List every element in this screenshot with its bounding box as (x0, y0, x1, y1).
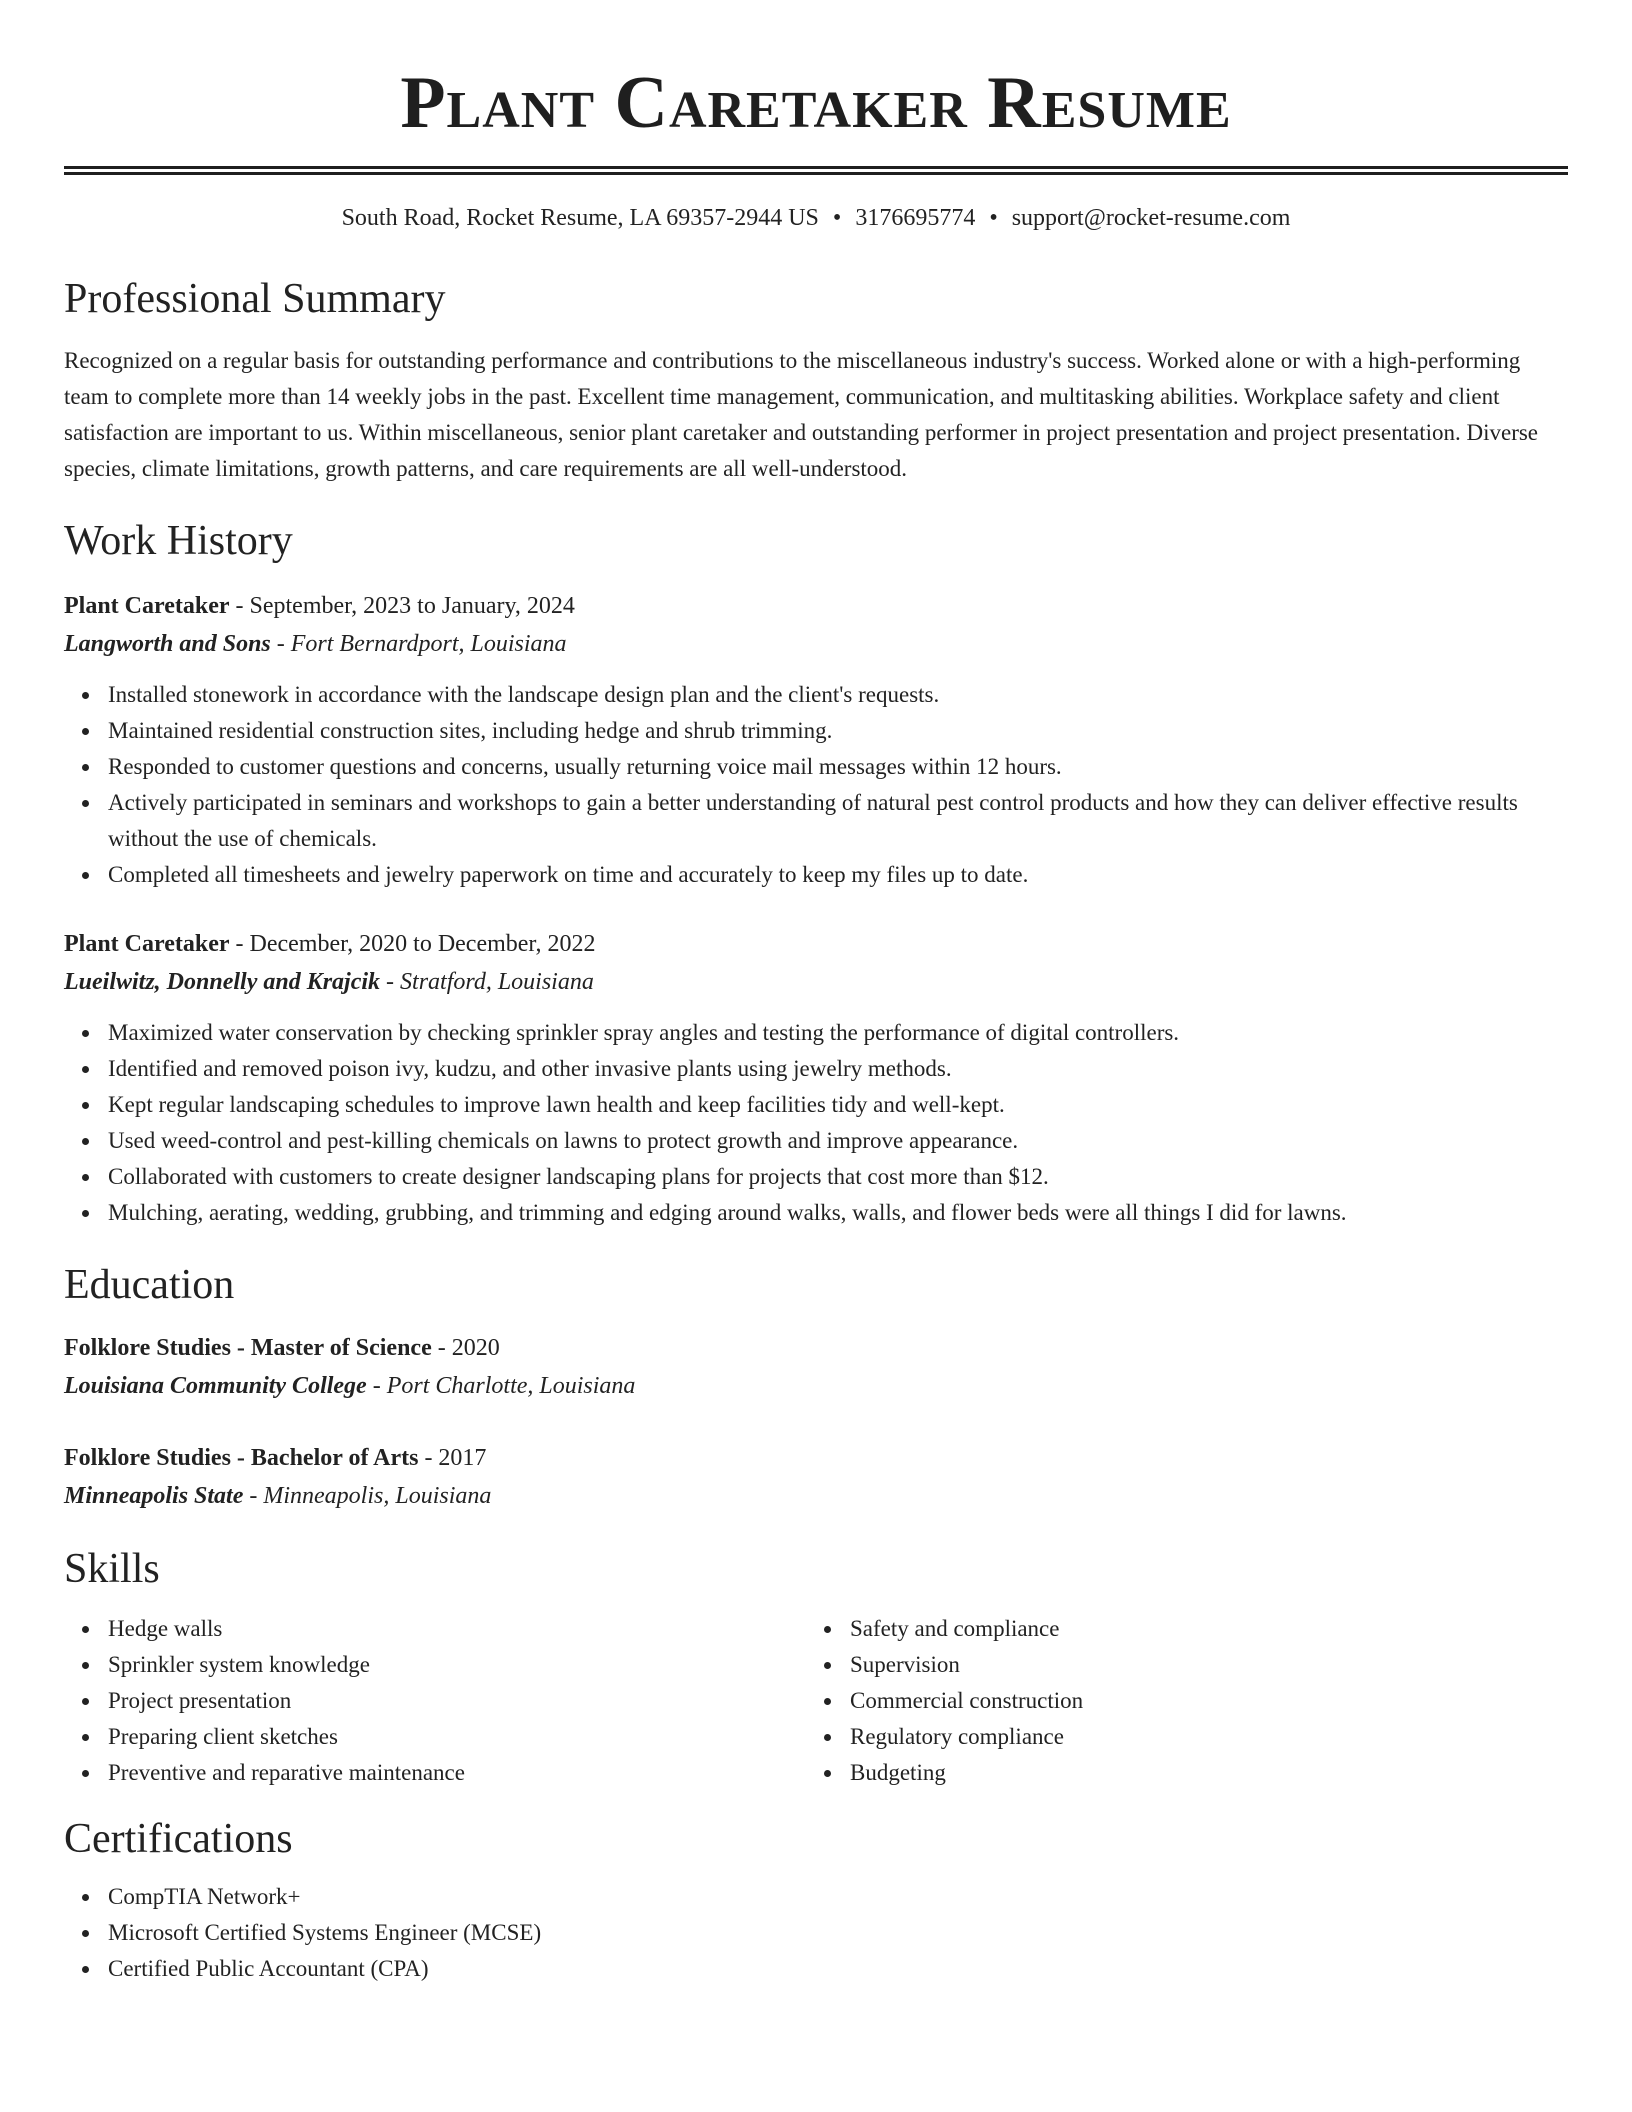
skill-item (850, 1611, 1548, 1647)
degree: Folklore Studies - Bachelor of Arts (64, 1445, 419, 1471)
job-bullet (108, 857, 1568, 893)
skill-item (108, 1647, 806, 1683)
bullet-dot (824, 1698, 831, 1705)
skills-columns (64, 1611, 1568, 1791)
school-line (64, 1367, 1568, 1405)
education-entry (64, 1439, 1568, 1515)
degree-line (64, 1439, 1568, 1477)
job-company: Langworth and Sons (64, 631, 271, 657)
job-bullet-text: Used weed-control and pest-killing chemicals on lawns to protect growth and improve appearance. (108, 1128, 1019, 1153)
bullet-dot (82, 764, 89, 771)
education-entry (64, 1329, 1568, 1405)
work-history-heading: Work History (64, 518, 293, 564)
job-bullet (108, 1015, 1568, 1051)
contact-line (64, 203, 1568, 233)
bullet-dot (82, 1210, 89, 1217)
summary-heading: Professional Summary (64, 276, 446, 322)
bullet-dot (82, 1626, 89, 1633)
bullet-dot (82, 1966, 89, 1973)
title-divider (64, 166, 1568, 175)
job-title-line (64, 587, 1568, 625)
degree-line (64, 1329, 1568, 1367)
bullet-dot (82, 1102, 89, 1109)
bullet-dot (82, 1930, 89, 1937)
degree: Folklore Studies - Master of Science (64, 1335, 432, 1361)
bullet-dot (82, 1174, 89, 1181)
skill-item (108, 1755, 806, 1791)
job-bullet (108, 677, 1568, 713)
certifications-heading: Certifications (64, 1816, 293, 1862)
certification-item (108, 1951, 1568, 1987)
job-bullet (108, 1123, 1568, 1159)
job-bullet (108, 749, 1568, 785)
bullet-dot (824, 1626, 831, 1633)
summary-text: Recognized on a regular basis for outstanding performance and contributions to the miscellaneous industry's success. Worked alone or with a high-performing team to complete more than 14 weekly jobs in the past. Excellent time management, communication, and multitasking abilities. Workplace safety and client satisfaction are important to us. Within miscellaneous, senior plant caretaker and outstanding performer in project presentation and project presentation. Diverse species, climate limitations, growth patterns, and care requirements are all well-understood. (64, 348, 1539, 481)
job-bullet-text: Maintained residential construction sites, including hedge and shrub trimming. (108, 718, 833, 743)
bullet-dot (824, 1770, 831, 1777)
job-bullet (108, 1195, 1568, 1231)
job-bullet-text: Identified and removed poison ivy, kudzu, and other invasive plants using jewelry methods. (108, 1056, 952, 1081)
job-bullet-text: Responded to customer questions and concerns, usually returning voice mail messages within 12 hours. (108, 754, 1062, 779)
degree-year: - 2017 (418, 1445, 487, 1471)
skills-heading: Skills (64, 1546, 160, 1592)
job-bullet-text: Maximized water conservation by checking sprinkler spray angles and testing the performance of digital controllers. (108, 1020, 1180, 1045)
job-bullet (108, 713, 1568, 749)
bullet-dot (82, 872, 89, 879)
contact-phone: 3176695774 (855, 205, 976, 231)
certification-text: Microsoft Certified Systems Engineer (MCSE) (108, 1920, 542, 1945)
job-bullet-text: Collaborated with customers to create designer landscaping plans for projects that cost more than $12. (108, 1164, 1049, 1189)
contact-separator: • (832, 205, 842, 231)
skill-item (850, 1683, 1548, 1719)
bullet-dot (82, 1030, 89, 1037)
skill-text: Supervision (850, 1652, 960, 1677)
job-title: Plant Caretaker (64, 931, 230, 957)
job-bullet-text: Installed stonework in accordance with the landscape design plan and the client's requests. (108, 682, 940, 707)
skills-column-left (64, 1611, 806, 1791)
skill-text: Project presentation (108, 1688, 292, 1713)
bullet-dot (82, 1698, 89, 1705)
job-bullet (108, 1159, 1568, 1195)
job-location: - Stratford, Louisiana (380, 969, 594, 995)
job-bullet-list (64, 677, 1568, 893)
school: Minneapolis State (64, 1483, 244, 1509)
skill-item (108, 1683, 806, 1719)
contact-email: support@rocket-resume.com (1011, 205, 1291, 231)
job-title-line (64, 925, 1568, 963)
education-heading: Education (64, 1262, 235, 1308)
skills-column-right (806, 1611, 1548, 1791)
degree-year: - 2020 (431, 1335, 500, 1361)
skill-text: Preparing client sketches (108, 1724, 338, 1749)
job-company-line (64, 963, 1568, 1001)
job-bullet-text: Actively participated in seminars and workshops to gain a better understanding of natural pest control products and how they can deliver effective results without the use of chemicals. (108, 790, 1518, 851)
bullet-dot (82, 1734, 89, 1741)
skill-item (850, 1755, 1548, 1791)
certification-item (108, 1879, 1568, 1915)
job-dates: - December, 2020 to December, 2022 (229, 931, 596, 957)
bullet-dot (82, 692, 89, 699)
job-bullet-list (64, 1015, 1568, 1231)
job-bullet-text: Completed all timesheets and jewelry paperwork on time and accurately to keep my files up to date. (108, 862, 1029, 887)
bullet-dot (82, 1894, 89, 1901)
bullet-dot (82, 1138, 89, 1145)
bullet-dot (824, 1734, 831, 1741)
job-bullet (108, 785, 1568, 857)
job-dates: - September, 2023 to January, 2024 (229, 593, 575, 619)
job-bullet (108, 1051, 1568, 1087)
contact-separator: • (989, 205, 998, 231)
skill-text: Sprinkler system knowledge (108, 1652, 370, 1677)
skills-list (64, 1611, 806, 1791)
school-location: - Port Charlotte, Louisiana (366, 1373, 636, 1399)
job-bullet (108, 1087, 1568, 1123)
certification-text: CompTIA Network+ (108, 1884, 301, 1909)
school-location: - Minneapolis, Louisiana (243, 1483, 492, 1509)
certification-text: Certified Public Accountant (CPA) (108, 1956, 429, 1981)
job-title: Plant Caretaker (64, 593, 230, 619)
bullet-dot (82, 728, 89, 735)
skill-text: Budgeting (850, 1760, 946, 1785)
skill-text: Preventive and reparative maintenance (108, 1760, 465, 1785)
skill-item (850, 1719, 1548, 1755)
job-entry (64, 925, 1568, 1231)
job-location: - Fort Bernardport, Louisiana (270, 631, 567, 657)
contact-address: South Road, Rocket Resume, LA 69357-2944 US (341, 205, 819, 231)
skills-list (806, 1611, 1548, 1791)
job-company: Lueilwitz, Donnelly and Krajcik (64, 969, 381, 995)
skill-item (108, 1719, 806, 1755)
skill-text: Safety and compliance (850, 1616, 1060, 1641)
job-bullet-text: Mulching, aerating, wedding, grubbing, and trimming and edging around walks, walls, and flower beds were all things I did for lawns. (108, 1200, 1347, 1225)
job-entry (64, 587, 1568, 893)
skill-text: Hedge walls (108, 1616, 223, 1641)
bullet-dot (824, 1662, 831, 1669)
skill-item (850, 1647, 1548, 1683)
school: Louisiana Community College (64, 1373, 367, 1399)
skill-text: Commercial construction (850, 1688, 1084, 1713)
page-title: Plant Caretaker Resume (400, 62, 1232, 144)
certification-item (108, 1915, 1568, 1951)
bullet-dot (82, 1066, 89, 1073)
skill-item (108, 1611, 806, 1647)
school-line (64, 1477, 1568, 1515)
skill-text: Regulatory compliance (850, 1724, 1064, 1749)
bullet-dot (82, 800, 89, 807)
job-bullet-text: Kept regular landscaping schedules to improve lawn health and keep facilities tidy and well-kept. (108, 1092, 1005, 1117)
bullet-dot (82, 1770, 89, 1777)
bullet-dot (82, 1662, 89, 1669)
job-company-line (64, 625, 1568, 663)
certifications-list (64, 1879, 1568, 1987)
